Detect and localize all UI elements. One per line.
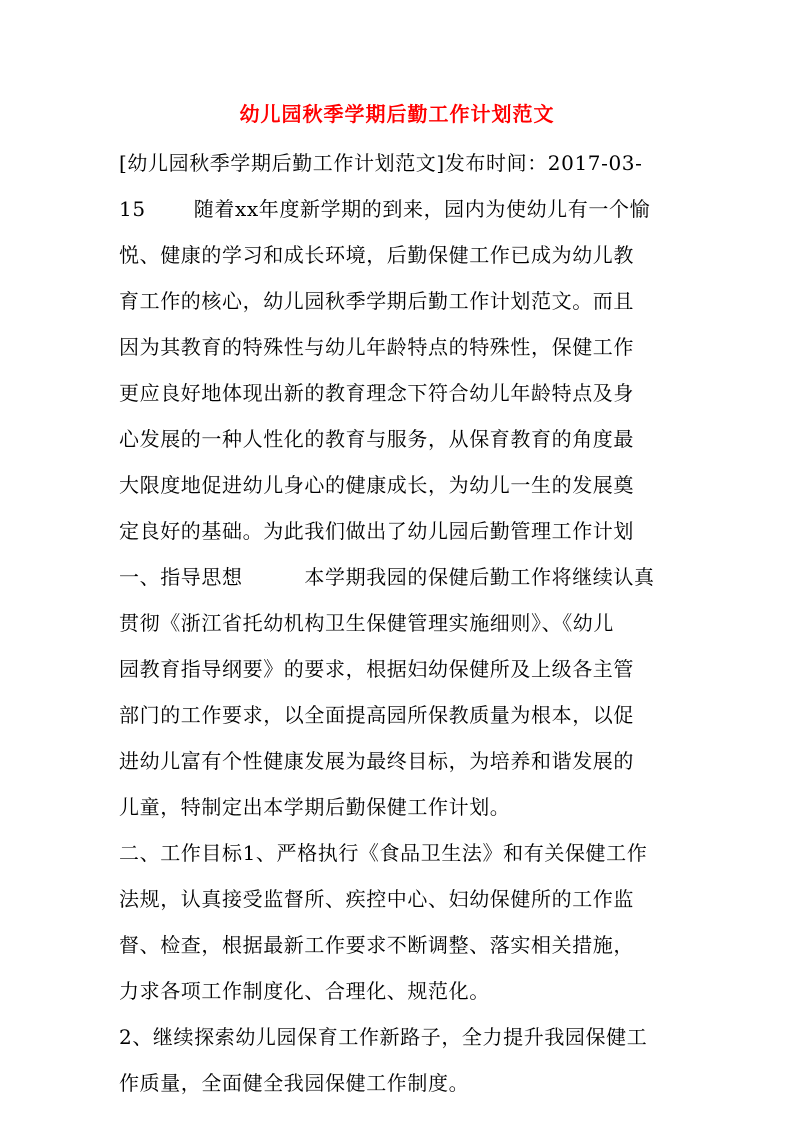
- body-line: 园教育指导纲要》的要求，根据妇幼保健所及上级各主管: [119, 657, 634, 681]
- body-line: 进幼儿富有个性健康发展为最终目标，为培养和谐发展的: [119, 749, 634, 773]
- body-line: 贯彻《浙江省托幼机构卫生保健管理实施细则》、《幼儿: [119, 611, 614, 635]
- body-line: 定良好的基础。为此我们做出了幼儿园后勤管理工作计划: [119, 519, 634, 543]
- body-line: 育工作的核心，幼儿园秋季学期后勤工作计划范文。而且: [119, 289, 634, 313]
- body-line: 更应良好地体现出新的教育理念下符合幼儿年龄特点及身: [119, 381, 634, 405]
- body-line: [幼儿园秋季学期后勤工作计划范文]发布时间：2017-03-: [119, 151, 643, 175]
- body-line: 一、指导思想 本学期我园的保健后勤工作将继续认真: [119, 565, 655, 589]
- body-line: 大限度地促进幼儿身心的健康成长，为幼儿一生的发展奠: [119, 473, 634, 497]
- body-line: 督、检查，根据最新工作要求不断调整、落实相关措施，: [119, 933, 634, 957]
- body-line: 法规，认真接受监督所、疾控中心、妇幼保健所的工作监: [119, 887, 634, 911]
- body-line: 因为其教育的特殊性与幼儿年龄特点的特殊性，保健工作: [119, 335, 634, 359]
- body-line: 力求各项工作制度化、合理化、规范化。: [119, 979, 490, 1003]
- body-line: 作质量，全面健全我园保健工作制度。: [119, 1071, 470, 1095]
- body-line: 二、工作目标1、严格执行《食品卫生法》和有关保健工作: [119, 841, 648, 865]
- document-title: 幼儿园秋季学期后勤工作计划范文: [239, 102, 555, 126]
- body-line: 儿童，特制定出本学期后勤保健工作计划。: [119, 795, 511, 819]
- body-line: 15 随着xx年度新学期的到来，园内为使幼儿有一个愉: [119, 197, 651, 221]
- body-line: 心发展的一种人性化的教育与服务，从保育教育的角度最: [119, 427, 634, 451]
- body-line: 部门的工作要求，以全面提高园所保教质量为根本，以促: [119, 703, 634, 727]
- body-line: 悦、健康的学习和成长环境，后勤保健工作已成为幼儿教: [119, 243, 634, 267]
- body-line: 2、继续探索幼儿园保育工作新路子，全力提升我园保健工: [119, 1025, 648, 1049]
